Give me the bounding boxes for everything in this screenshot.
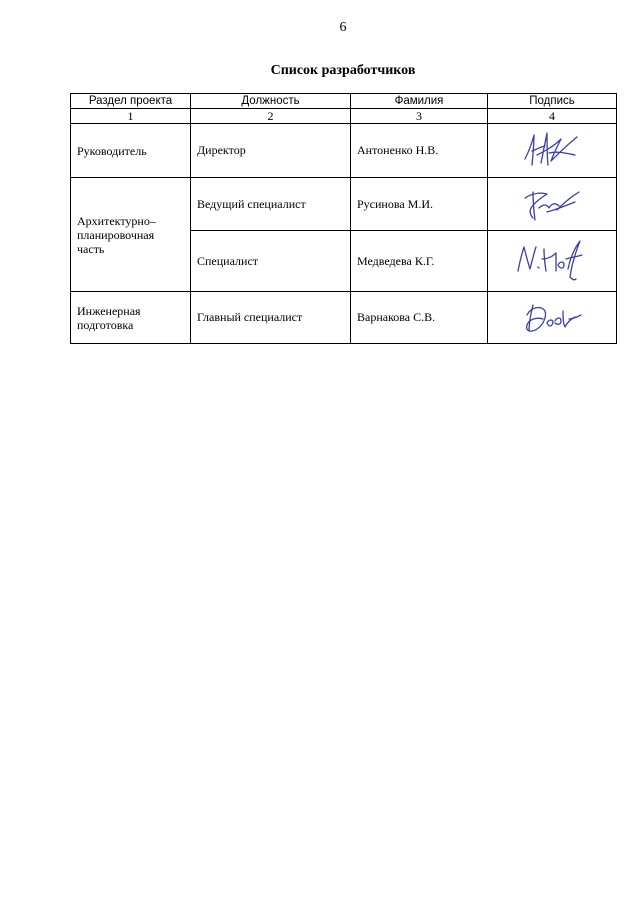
- developers-table: [70, 93, 617, 344]
- table-row: [71, 178, 617, 231]
- section-name: Архитектурно–планировочная часть: [71, 178, 191, 292]
- surname-cell: Медведева К.Г.: [351, 231, 488, 292]
- page-number: 6: [339, 20, 347, 35]
- header-signature: Подпись: [488, 94, 617, 109]
- position-cell: Специалист: [191, 231, 351, 292]
- header-row: [71, 94, 617, 109]
- position-cell: Директор: [191, 124, 351, 178]
- column-number-row: [71, 109, 617, 124]
- surname-cell: Антоненко Н.В.: [351, 124, 488, 178]
- column-number: 1: [71, 109, 191, 124]
- signature-image: [517, 297, 587, 339]
- column-number: 3: [351, 109, 488, 124]
- surname-cell: Русинова М.И.: [351, 178, 488, 231]
- table-row: [71, 124, 617, 178]
- signature-cell: [488, 178, 617, 231]
- signature-image: [517, 129, 587, 173]
- table-row: [71, 292, 617, 344]
- signature-cell: [488, 231, 617, 292]
- section-name: Руководитель: [71, 124, 191, 178]
- signature-image: [517, 184, 587, 224]
- header-section: Раздел проекта: [71, 94, 191, 109]
- signature-cell: [488, 124, 617, 178]
- position-cell: Ведущий специалист: [191, 178, 351, 231]
- signature-image: [512, 235, 592, 287]
- signature-cell: [488, 292, 617, 344]
- header-position: Должность: [191, 94, 351, 109]
- document-title: Список разработчиков: [270, 63, 416, 78]
- column-number: 2: [191, 109, 351, 124]
- position-cell: Главный специалист: [191, 292, 351, 344]
- surname-cell: Варнакова С.В.: [351, 292, 488, 344]
- section-name: Инженерная подготовка: [71, 292, 191, 344]
- column-number: 4: [488, 109, 617, 124]
- header-surname: Фамилия: [351, 94, 488, 109]
